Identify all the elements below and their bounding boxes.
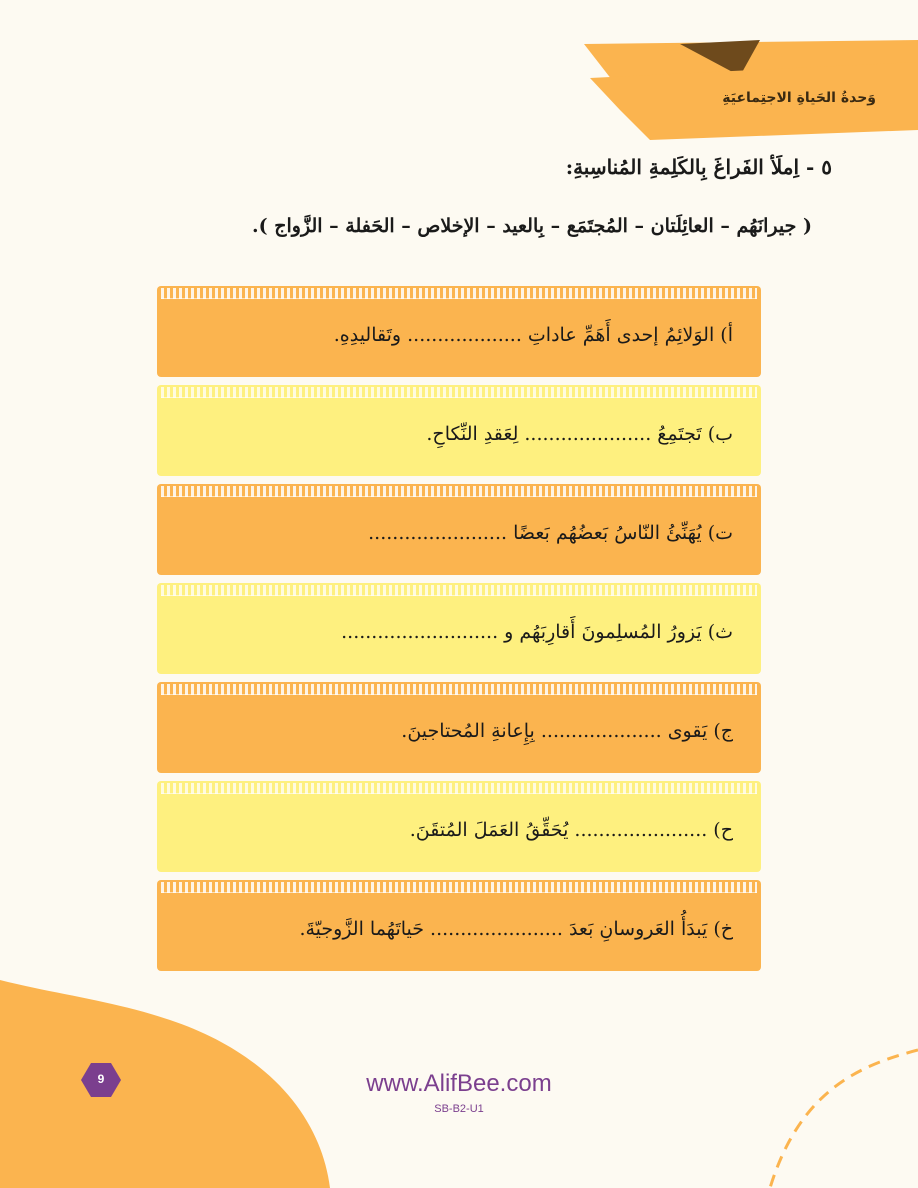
exercise-heading: ٥ - اِملَأ الفَراغَ بِالكَلِمةِ المُناسِبةِ: [565, 155, 832, 179]
word-bank: ( جيرانَهُم – العائِلَتان – المُجتَمَع – بِالعيد – الإخلاص – الحَفلة – الزَّواج ). [252, 215, 812, 237]
website-link[interactable]: www.AlifBee.com [366, 1070, 552, 1097]
exercise-sentence: ح) ...................... يُحَقِّقُ العَمَلَ المُتقَنَ. [409, 819, 733, 841]
exercise-row [157, 583, 761, 674]
exercise-sentence: ت) يُهَنِّئُ النّاسُ بَعضُهُم بَعضًا ....................... [368, 522, 733, 544]
exercise-sentence: ث) يَزورُ المُسلِمونَ أَقارِبَهُم و .......................... [341, 621, 733, 643]
page-number: 9 [97, 1072, 105, 1086]
exercise-sentence: ج) يَقوى .................... بِإِعانةِ المُحتاجينَ. [401, 720, 733, 742]
perforated-edge [161, 387, 757, 398]
perforated-edge [161, 585, 757, 596]
exercise-row [157, 682, 761, 773]
perforated-edge [161, 684, 757, 695]
exercise-row [157, 781, 761, 872]
exercise-sentence: خ) يَبدَأُ العَروسانِ بَعدَ ...................... حَياتَهُما الزَّوجيّةَ. [299, 918, 733, 940]
perforated-edge [161, 882, 757, 893]
exercise-row [157, 286, 761, 377]
exercise-row [157, 880, 761, 971]
exercise-row [157, 385, 761, 476]
perforated-edge [161, 486, 757, 497]
exercise-sentence: أ) الوَلائِمُ إحدى أَهَمِّ عاداتِ ................... وتَقاليدِهِ. [333, 324, 733, 346]
exercise-row [157, 484, 761, 575]
perforated-edge [161, 783, 757, 794]
book-code: SB-B2-U1 [434, 1103, 484, 1115]
unit-title: وَحدةُ الحَياةِ الاجتِماعيَةِ [722, 90, 876, 106]
perforated-edge [161, 288, 757, 299]
exercise-sentence: ب) تَجتَمِعُ ..................... لِعَقدِ النِّكاحِ. [426, 423, 733, 445]
